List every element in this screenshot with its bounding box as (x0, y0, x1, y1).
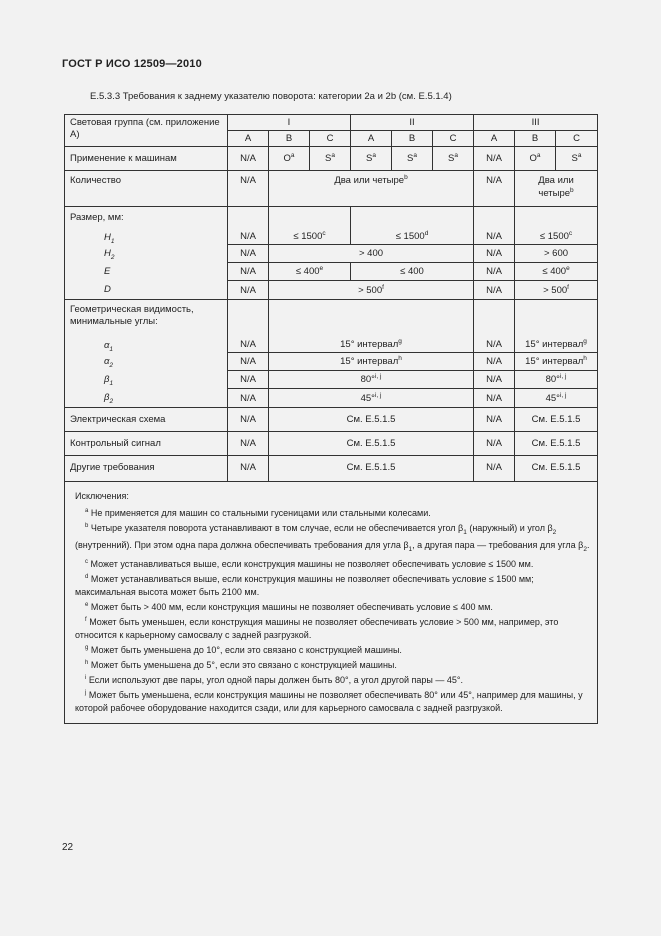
sub-col-header: C (433, 131, 474, 147)
row-label-size: Размер, мм: (65, 207, 228, 227)
document-title: ГОСТ Р ИСО 12509—2010 (62, 58, 202, 70)
footnotes (65, 482, 598, 724)
light-group-label: Световая группа (см. приложение А) (65, 115, 228, 147)
table-cell: ≤ $400^e$ (269, 263, 351, 281)
table-cell: N/A (228, 389, 269, 408)
footnote-g: $^g$ Может быть уменьшена до 10°, если это связано с конструкцией машины. (85, 644, 402, 655)
table-row (65, 334, 598, 353)
table-header-row (65, 115, 598, 131)
row-label-e: E (65, 263, 228, 281)
table-cell: N/A (228, 371, 269, 389)
table-cell: См. Е.5.1.5 (269, 432, 474, 456)
table-cell: ≤ 400 (351, 263, 474, 281)
table-cell: N/A (228, 353, 269, 371)
table-cell: 45°$^{i, j}$ (269, 389, 474, 408)
page-number: 22 (62, 842, 74, 853)
table-cell: N/A (474, 281, 515, 300)
row-label-h1: $H_1$ (65, 227, 228, 245)
table-cell: $O^a$ (515, 147, 556, 171)
table-cell: ≤ $1500^d$ (351, 227, 474, 245)
table-cell: N/A (474, 147, 515, 171)
table-cell: N/A (474, 389, 515, 408)
table-cell: N/A (228, 456, 269, 482)
table-cell: 45°$^{i, j}$ (515, 389, 598, 408)
table-cell: ≤ $1500^c$ (515, 227, 598, 245)
table-cell: N/A (474, 408, 515, 432)
table-cell: $S^a$ (556, 147, 598, 171)
row-label-beta1: $\beta_1$ (65, 371, 228, 389)
table-cell: $S^a$ (351, 147, 392, 171)
table-cell: N/A (474, 371, 515, 389)
group-i-header: I (228, 115, 351, 131)
section-caption: Е.5.3.3 Требования к заднему указателю поворота: категории 2a и 2b (см. Е.5.1.4) (90, 91, 452, 102)
table-cell: > 400 (269, 245, 474, 263)
group-ii-header: II (351, 115, 474, 131)
row-label-alpha1: $\alpha_1$ (65, 334, 228, 353)
table-cell: $O^a$ (269, 147, 310, 171)
sub-col-header: B (392, 131, 433, 147)
table-cell: N/A (228, 408, 269, 432)
table-row (65, 207, 598, 227)
footnote-a: $^a$ Не применяется для машин со стальными гусеницами или стальными колесами. (85, 508, 431, 518)
table-cell: 15° интервал$^h$ (269, 353, 474, 371)
table-cell: N/A (474, 456, 515, 482)
table-cell: ≤ $400^e$ (515, 263, 598, 281)
table-row (65, 432, 598, 456)
row-label-other: Другие требования (65, 456, 228, 482)
row-label-application: Применение к машинам (65, 147, 228, 171)
table-cell: > 600 (515, 245, 598, 263)
row-label-h2: $H_2$ (65, 245, 228, 263)
table-cell: 15° интервал$^h$ (515, 353, 598, 371)
table-cell: См. Е.5.1.5 (515, 456, 598, 482)
footnote-h: $^h$ Может быть уменьшена до 5°, если это связано с конструкцией машины. (85, 659, 397, 670)
table-cell: N/A (474, 171, 515, 207)
table-cell: N/A (228, 281, 269, 300)
row-label-electrical: Электрическая схема (65, 408, 228, 432)
table-cell: Два или четыре$^b$ (515, 171, 598, 207)
table-cell: $S^a$ (392, 147, 433, 171)
sub-col-header: A (351, 131, 392, 147)
row-label-control: Контрольный сигнал (65, 432, 228, 456)
table-cell: 15° интервал$^g$ (515, 334, 598, 353)
table-cell: N/A (474, 432, 515, 456)
footnote-c: $^c$ Может устанавливаться выше, если конструкция машины не позволяет обеспечивать условие ≤ 1500 мм. (85, 558, 534, 569)
row-label-beta2: $\beta_2$ (65, 389, 228, 408)
table-cell: N/A (228, 432, 269, 456)
footnote-i: $^i$ Если используют две пары, угол одной пары должен быть 80°, а угол другой пары — 45°. (85, 674, 463, 685)
table-cell: N/A (474, 245, 515, 263)
table-cell: $S^a$ (433, 147, 474, 171)
group-iii-header: III (474, 115, 598, 131)
table-cell: См. Е.5.1.5 (515, 432, 598, 456)
table-cell: > $500^f$ (269, 281, 474, 300)
sub-col-header: A (228, 131, 269, 147)
table-cell: N/A (228, 171, 269, 207)
table-row (65, 245, 598, 263)
table-cell: N/A (474, 334, 515, 353)
table-row (65, 300, 598, 334)
table-cell: N/A (474, 263, 515, 281)
footnote-j: $^j$ Может быть уменьшена, если конструкция машины не позволяет обеспечивать 80° или 45°, например для машины, у которой рабочее оборудование находится сзади, или для карьерного самосвала с задней разгрузкой. (75, 689, 583, 713)
table-cell: N/A (228, 227, 269, 245)
table-cell: N/A (474, 227, 515, 245)
footnote-e: $^e$ Может быть > 400 мм, если конструкция машины не позволяет обеспечивать условие ≤ 400 мм. (85, 601, 493, 612)
table-cell: См. Е.5.1.5 (515, 408, 598, 432)
table-row (65, 456, 598, 482)
table-cell: 80°$^{i, j}$ (515, 371, 598, 389)
table-cell: $S^a$ (310, 147, 351, 171)
table-row (65, 389, 598, 408)
requirements-table (64, 114, 598, 724)
footnote-d: $^d$ Может устанавливаться выше, если конструкция машины не позволяет обеспечивать условие ≤ 1500 мм; максимальная высота может быть 2100 мм. (75, 573, 534, 597)
table-row (65, 281, 598, 300)
row-label-quantity: Количество (65, 171, 228, 207)
row-label-alpha2: $\alpha_2$ (65, 353, 228, 371)
sub-col-header: C (310, 131, 351, 147)
table-cell: N/A (228, 147, 269, 171)
table-cell: ≤ $1500^c$ (269, 227, 351, 245)
footnote-f: $^f$ Может быть уменьшен, если конструкция машины не позволяет обеспечивать условие > 500 мм, например, это относится к карьерному самосвалу с задней разгрузкой. (75, 616, 559, 640)
notes-title: Исключения: (75, 491, 129, 501)
notes-row (65, 482, 598, 724)
table-row (65, 408, 598, 432)
table-cell: 15° интервал$^g$ (269, 334, 474, 353)
table-cell: N/A (228, 263, 269, 281)
table-cell: N/A (228, 245, 269, 263)
sub-col-header: C (556, 131, 598, 147)
table-row (65, 263, 598, 281)
row-label-visibility: Геометрическая видимость, минимальные углы: (65, 300, 228, 334)
table-row (65, 147, 598, 171)
table-cell: 80°$^{i, j}$ (269, 371, 474, 389)
table-row (65, 371, 598, 389)
table-row (65, 353, 598, 371)
sub-col-header: B (269, 131, 310, 147)
table-cell: См. Е.5.1.5 (269, 408, 474, 432)
table-cell: N/A (474, 353, 515, 371)
table-cell: N/A (228, 334, 269, 353)
table-row (65, 227, 598, 245)
footnote-b: $^b$ Четыре указателя поворота устанавливают в том случае, если не обеспечивается угол $\beta_1$ (наружный) и угол $\beta_2$ (внутренний). При этом одна пара должна обеспечивать требования для угла $\beta_1$, а другая пара — требования для угла $\beta_2$. (75, 523, 590, 553)
sub-col-header: A (474, 131, 515, 147)
row-label-d: D (65, 281, 228, 300)
table-cell: Два или четыре$^b$ (269, 171, 474, 207)
table-row (65, 171, 598, 207)
table-cell: > $500^f$ (515, 281, 598, 300)
sub-col-header: B (515, 131, 556, 147)
table-cell: См. Е.5.1.5 (269, 456, 474, 482)
